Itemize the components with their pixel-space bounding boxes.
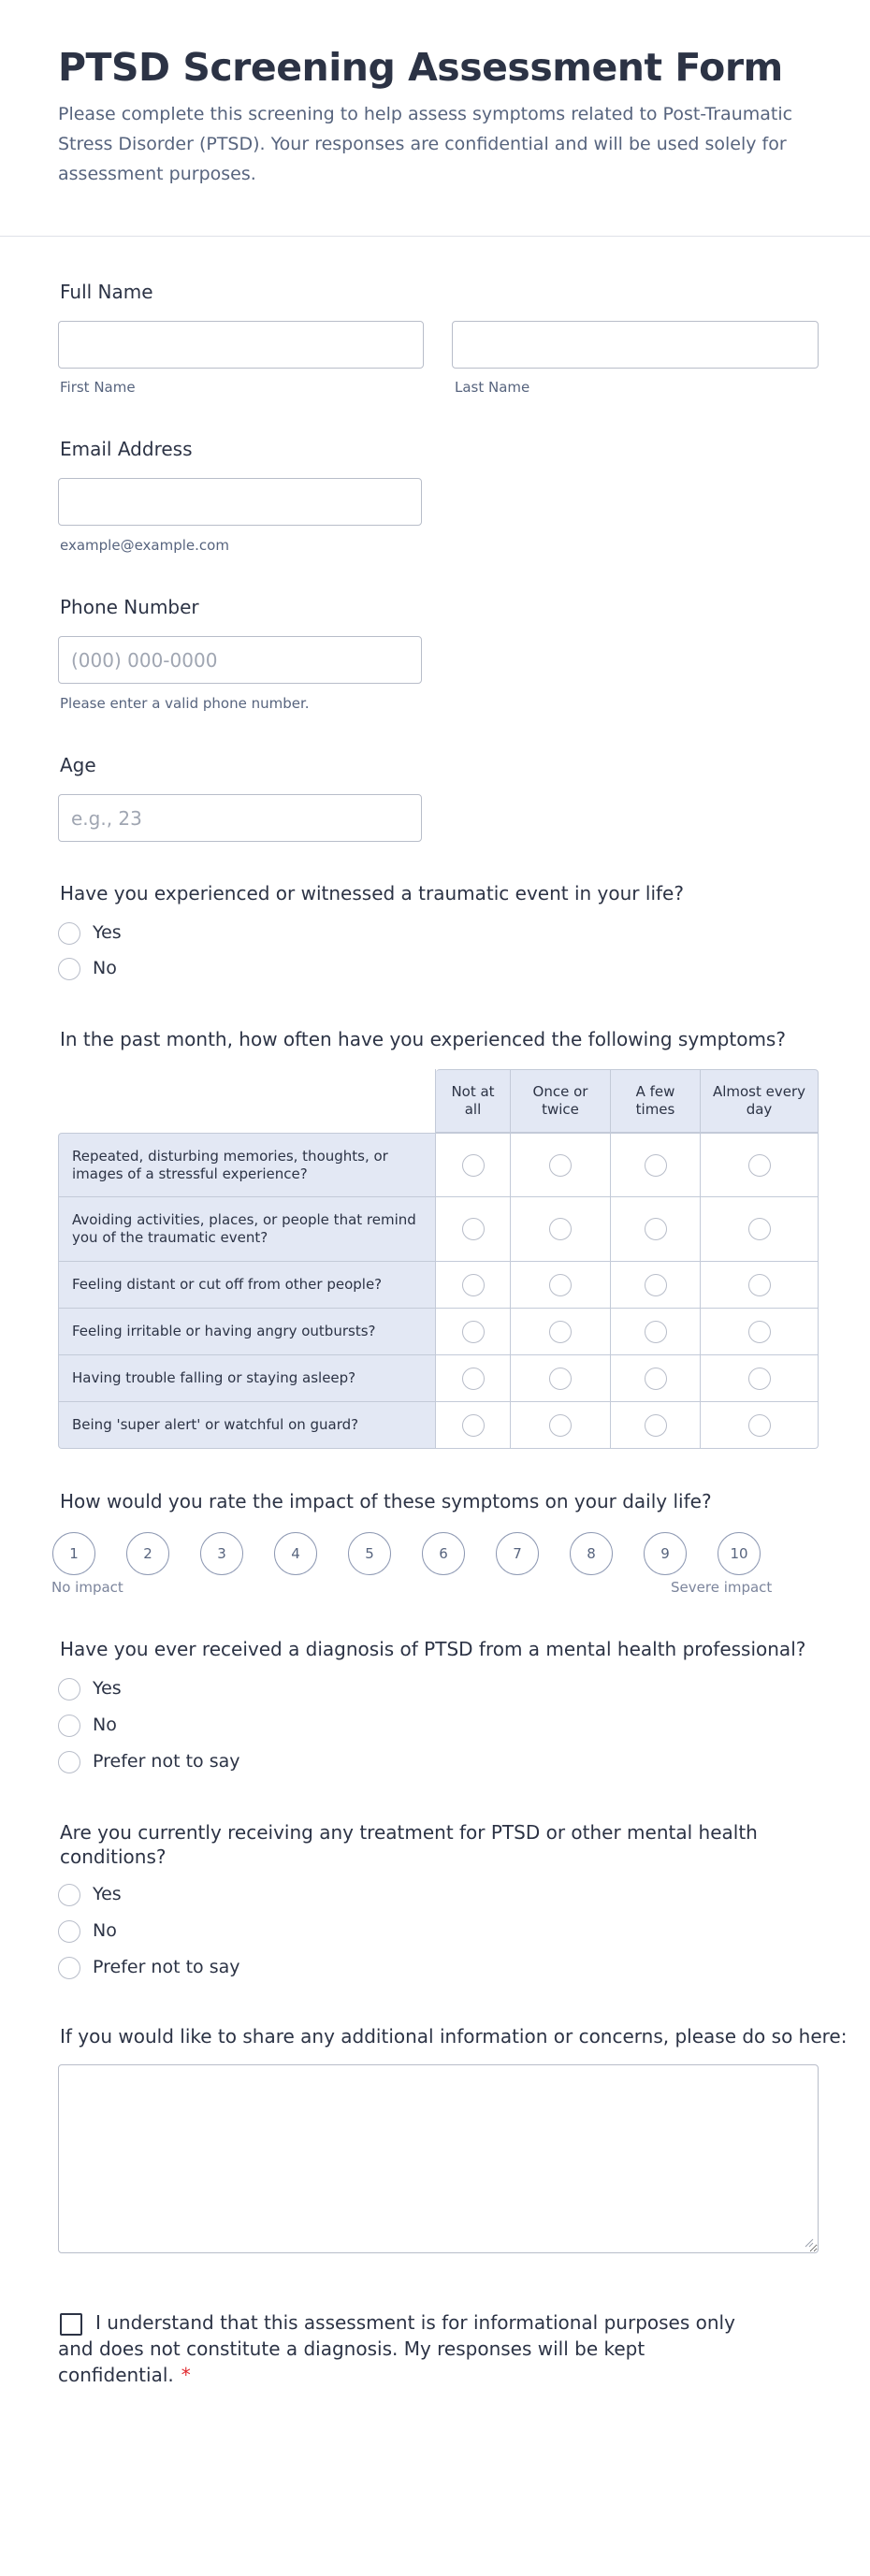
option-label: No (93, 1920, 117, 1941)
email-label: Email Address (60, 438, 193, 460)
matrix-row-label: Having trouble falling or staying asleep? (58, 1355, 436, 1402)
matrix-radio[interactable] (462, 1218, 485, 1240)
radio-button[interactable] (58, 1678, 80, 1700)
resize-handle-icon[interactable] (803, 2236, 814, 2248)
matrix-radio[interactable] (549, 1414, 572, 1437)
matrix-radio[interactable] (462, 1368, 485, 1390)
matrix-radio[interactable] (462, 1154, 485, 1177)
matrix-radio[interactable] (549, 1154, 572, 1177)
form-title: PTSD Screening Assessment Form (58, 45, 783, 90)
matrix-row (58, 1309, 819, 1355)
full-name-label: Full Name (60, 281, 153, 303)
option-label: No (93, 1715, 117, 1735)
last-name-sublabel: Last Name (455, 379, 530, 396)
scale-option-3[interactable]: 3 (200, 1532, 243, 1575)
matrix-radio[interactable] (748, 1218, 771, 1240)
radio-button[interactable] (58, 1884, 80, 1906)
matrix-radio[interactable] (549, 1368, 572, 1390)
additional-info-label: If you would like to share any additional information or concerns, please do so here: (60, 2025, 848, 2048)
option-label: No (93, 958, 117, 978)
scale-option-4[interactable]: 4 (274, 1532, 317, 1575)
matrix-radio[interactable] (462, 1321, 485, 1343)
scale-option-9[interactable]: 9 (644, 1532, 687, 1575)
symptoms-question-label: In the past month, how often have you experienced the following symptoms? (60, 1028, 786, 1050)
matrix-radio[interactable] (748, 1368, 771, 1390)
matrix-row (58, 1402, 819, 1449)
matrix-radio[interactable] (645, 1218, 667, 1240)
agreement-text: I understand that this assessment is for informational purposes only and does not constitute a diagnosis. My responses will be kept confidential. (58, 2311, 735, 2386)
additional-info-textarea[interactable] (58, 2064, 819, 2253)
scale-option-8[interactable]: 8 (570, 1532, 613, 1575)
diagnosis-question-label: Have you ever received a diagnosis of PTSD from a mental health professional? (60, 1638, 806, 1660)
matrix-row-label: Feeling distant or cut off from other people? (58, 1262, 436, 1309)
matrix-column-header: Almost every day (701, 1069, 819, 1133)
radio-button[interactable] (58, 922, 80, 945)
matrix-radio[interactable] (645, 1321, 667, 1343)
matrix-radio[interactable] (748, 1154, 771, 1177)
option-label: Prefer not to say (93, 1751, 240, 1772)
matrix-radio[interactable] (645, 1154, 667, 1177)
matrix-radio[interactable] (748, 1321, 771, 1343)
option-label: Yes (93, 1884, 122, 1904)
matrix-column-header: A few times (611, 1069, 701, 1133)
option-label: Yes (93, 922, 122, 943)
phone-label: Phone Number (60, 596, 199, 618)
matrix-radio[interactable] (645, 1368, 667, 1390)
scale-option-6[interactable]: 6 (422, 1532, 465, 1575)
option-label: Prefer not to say (93, 1957, 240, 1977)
radio-button[interactable] (58, 1957, 80, 1979)
phone-sublabel: Please enter a valid phone number. (60, 695, 310, 712)
matrix-row-label: Repeated, disturbing memories, thoughts, or images of a stressful experience? (58, 1133, 436, 1197)
option-label: Yes (93, 1678, 122, 1699)
matrix-row-label: Feeling irritable or having angry outbursts? (58, 1309, 436, 1355)
radio-button[interactable] (58, 1920, 80, 1943)
email-sublabel: example@example.com (60, 537, 229, 554)
matrix-corner (58, 1069, 436, 1133)
matrix-row-label: Avoiding activities, places, or people that remind you of the traumatic event? (58, 1197, 436, 1262)
scale-min-caption: No impact (51, 1579, 123, 1596)
radio-button[interactable] (58, 1751, 80, 1773)
form-header (0, 0, 870, 237)
matrix-radio[interactable] (549, 1274, 572, 1296)
matrix-radio[interactable] (462, 1414, 485, 1437)
matrix-radio[interactable] (549, 1321, 572, 1343)
scale-option-7[interactable]: 7 (496, 1532, 539, 1575)
symptoms-matrix (58, 1069, 819, 1449)
matrix-radio[interactable] (645, 1414, 667, 1437)
radio-button[interactable] (58, 958, 80, 980)
matrix-radio[interactable] (462, 1274, 485, 1296)
age-input[interactable] (58, 794, 422, 842)
scale-max-caption: Severe impact (671, 1579, 773, 1596)
last-name-input[interactable] (452, 321, 819, 369)
matrix-row-label: Being 'super alert' or watchful on guard? (58, 1402, 436, 1449)
matrix-radio[interactable] (549, 1218, 572, 1240)
matrix-row (58, 1133, 819, 1197)
treatment-question-label: Are you currently receiving any treatment for PTSD or other mental health conditions? (60, 1821, 758, 1868)
matrix-radio[interactable] (645, 1274, 667, 1296)
scale-option-1[interactable]: 1 (52, 1532, 95, 1575)
form-description: Please complete this screening to help assess symptoms related to Post-Traumatic Stress Disorder (PTSD). Your responses are confidential and will be used solely for assessment purposes. (58, 104, 793, 184)
matrix-radio[interactable] (748, 1274, 771, 1296)
matrix-column-header: Not at all (436, 1069, 511, 1133)
radio-button[interactable] (58, 1715, 80, 1737)
scale-option-2[interactable]: 2 (126, 1532, 169, 1575)
matrix-row (58, 1355, 819, 1402)
matrix-radio[interactable] (748, 1414, 771, 1437)
impact-question-label: How would you rate the impact of these symptoms on your daily life? (60, 1490, 712, 1512)
trauma-question-label: Have you experienced or witnessed a traumatic event in your life? (60, 882, 684, 904)
matrix-row (58, 1197, 819, 1262)
matrix-column-header: Once or twice (511, 1069, 611, 1133)
required-asterisk: * (181, 2364, 191, 2386)
first-name-input[interactable] (58, 321, 424, 369)
age-label: Age (60, 754, 96, 776)
phone-input[interactable] (58, 636, 422, 684)
email-input[interactable] (58, 478, 422, 526)
scale-option-10[interactable]: 10 (718, 1532, 761, 1575)
agreement-label (58, 2309, 769, 2388)
matrix-row (58, 1262, 819, 1309)
scale-option-5[interactable]: 5 (348, 1532, 391, 1575)
first-name-sublabel: First Name (60, 379, 136, 396)
